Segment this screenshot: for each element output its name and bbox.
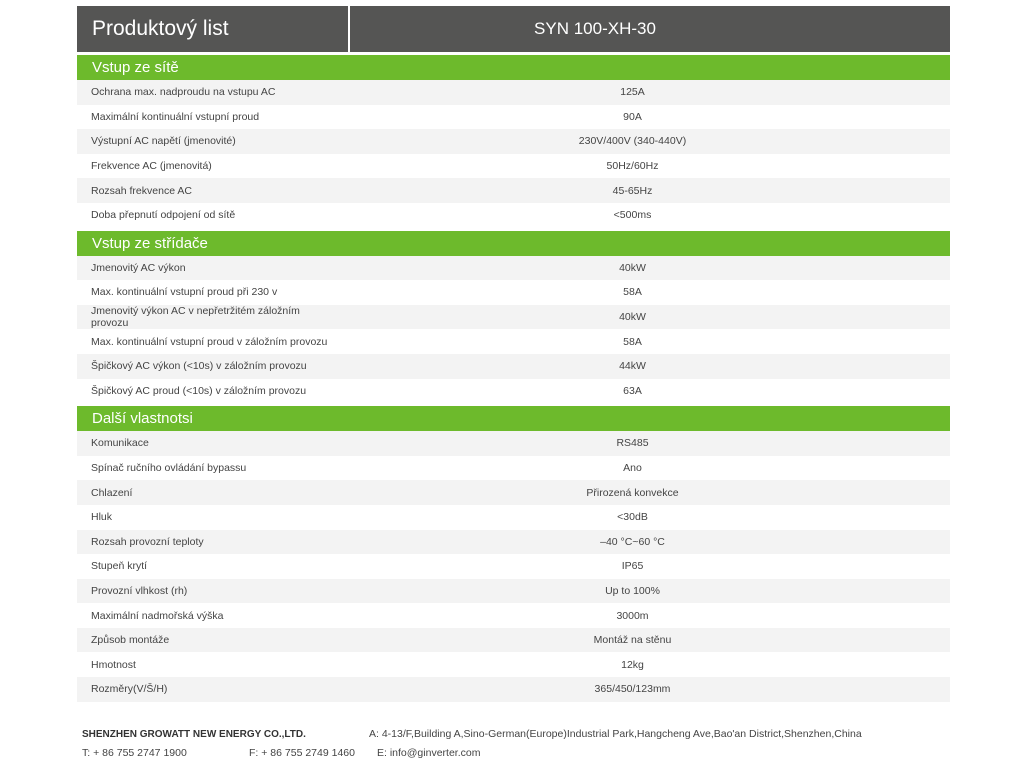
row-value: 365/450/123mm bbox=[594, 683, 671, 696]
footer-line-2 bbox=[82, 745, 962, 765]
row-label: Max. kontinuální vstupní proud při 230 v bbox=[91, 286, 278, 299]
table-row bbox=[77, 530, 950, 555]
table-row bbox=[77, 178, 950, 203]
row-value: 12kg bbox=[621, 658, 644, 671]
footer-line-1 bbox=[82, 725, 962, 745]
row-label: Způsob montáže bbox=[91, 634, 170, 647]
table-row bbox=[77, 677, 950, 702]
table-row bbox=[77, 628, 950, 653]
row-label: Rozsah provozní teploty bbox=[91, 535, 204, 548]
row-label: Frekvence AC (jmenovitá) bbox=[91, 160, 212, 173]
row-label: Spínač ručního ovládání bypassu bbox=[91, 462, 247, 475]
row-label: Provozní vlhkost (rh) bbox=[91, 584, 188, 597]
table-row bbox=[77, 329, 950, 354]
table-row bbox=[77, 505, 950, 530]
row-value: 40kW bbox=[619, 311, 646, 324]
row-value: 44kW bbox=[619, 360, 646, 373]
row-value: Up to 100% bbox=[605, 584, 660, 597]
row-value: <500ms bbox=[613, 209, 652, 222]
row-value: 90A bbox=[623, 110, 642, 123]
section-title-grid-input: Vstup ze sítě bbox=[77, 55, 950, 80]
row-label: Komunikace bbox=[91, 437, 149, 450]
section-title-other-properties: Další vlastnotsi bbox=[77, 406, 950, 431]
table-row bbox=[77, 554, 950, 579]
row-value: 230V/400V (340-440V) bbox=[578, 135, 687, 148]
email-link[interactable]: E: info@ginverter.com bbox=[377, 747, 481, 759]
row-label: Hmotnost bbox=[91, 658, 136, 671]
table-row bbox=[77, 652, 950, 677]
row-label: Hluk bbox=[91, 511, 113, 524]
row-value: 58A bbox=[623, 286, 642, 299]
row-value: <30dB bbox=[617, 511, 648, 524]
row-value: Montáž na stěnu bbox=[593, 634, 672, 647]
row-value: 3000m bbox=[616, 609, 649, 622]
section-title-inverter-input: Vstup ze střídače bbox=[77, 231, 950, 256]
row-value: –40 °C~60 °C bbox=[600, 535, 665, 548]
section-rows-other-properties bbox=[77, 431, 950, 702]
section-rows-grid-input bbox=[77, 80, 950, 228]
row-label: Rozsah frekvence AC bbox=[91, 184, 192, 197]
row-label: Maximální nadmořská výška bbox=[91, 609, 224, 622]
table-row bbox=[77, 105, 950, 130]
row-label: Ochrana max. nadproudu na vstupu AC bbox=[91, 86, 276, 99]
row-label: Špičkový AC proud (<10s) v záložním provozu bbox=[91, 384, 307, 397]
sheet-header bbox=[77, 6, 950, 52]
row-label: Maximální kontinuální vstupní proud bbox=[91, 110, 260, 123]
table-row bbox=[77, 431, 950, 456]
fax-number: F: + 86 755 2749 1460 bbox=[249, 747, 355, 759]
table-row bbox=[77, 456, 950, 481]
table-row bbox=[77, 579, 950, 604]
table-row bbox=[77, 603, 950, 628]
table-row bbox=[77, 305, 950, 330]
table-row bbox=[77, 154, 950, 179]
row-label: Špičkový AC výkon (<10s) v záložním provozu bbox=[91, 360, 307, 373]
table-row bbox=[77, 256, 950, 281]
row-value: RS485 bbox=[616, 437, 649, 450]
company-name: SHENZHEN GROWATT NEW ENERGY CO.,LTD. bbox=[82, 729, 306, 740]
row-value: Přirozená konvekce bbox=[586, 486, 679, 499]
row-value: 45-65Hz bbox=[612, 184, 653, 197]
row-value: 58A bbox=[623, 335, 642, 348]
table-row bbox=[77, 379, 950, 404]
row-label: Výstupní AC napětí (jmenovité) bbox=[91, 135, 236, 148]
row-label: Doba přepnutí odpojení od sítě bbox=[91, 209, 236, 222]
row-value: IP65 bbox=[621, 560, 644, 573]
table-row bbox=[77, 203, 950, 228]
table-row bbox=[77, 80, 950, 105]
row-label: Max. kontinuální vstupní proud v záložním provozu bbox=[91, 335, 328, 348]
row-value: 50Hz/60Hz bbox=[606, 160, 659, 173]
product-sheet bbox=[77, 6, 950, 702]
footer bbox=[82, 725, 962, 765]
row-value: 40kW bbox=[619, 261, 646, 274]
company-address: A: 4-13/F,Building A,Sino-German(Europe)Industrial Park,Hangcheng Ave,Bao'an District,Shenzhen,China bbox=[369, 728, 862, 740]
row-label: Chlazení bbox=[91, 486, 133, 499]
row-label: Stupeň krytí bbox=[91, 560, 148, 573]
row-label: Jmenovitý výkon AC v nepřetržitém záložním provozu bbox=[91, 305, 300, 330]
table-row bbox=[77, 129, 950, 154]
row-value: 63A bbox=[623, 384, 642, 397]
section-rows-inverter-input bbox=[77, 256, 950, 404]
table-row bbox=[77, 354, 950, 379]
phone-number: T: + 86 755 2747 1900 bbox=[82, 747, 187, 759]
table-row bbox=[77, 480, 950, 505]
row-value: Ano bbox=[623, 462, 642, 475]
model-name: SYN 100-XH-30 bbox=[534, 19, 656, 38]
row-value: 125A bbox=[620, 86, 645, 99]
row-label: Jmenovitý AC výkon bbox=[91, 261, 186, 274]
table-row bbox=[77, 280, 950, 305]
row-label: Rozměry(V/Š/H) bbox=[91, 683, 168, 696]
page-title: Produktový list bbox=[77, 6, 350, 52]
